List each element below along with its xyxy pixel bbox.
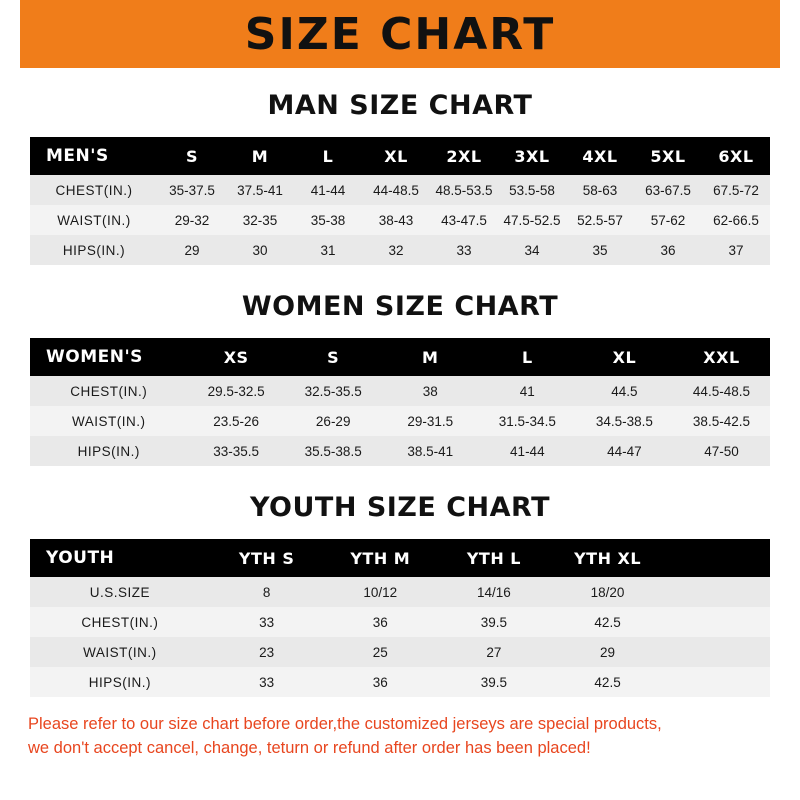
row-label: U.S.SIZE [30, 577, 210, 607]
cell: 38.5-41 [382, 436, 479, 466]
cell: 41-44 [294, 175, 362, 205]
header-cell: S [327, 347, 340, 367]
cell: 25 [323, 637, 437, 667]
cell: 10/12 [323, 577, 437, 607]
header-cell: 5XL [650, 146, 686, 166]
header-cell: M [251, 146, 269, 166]
spacer [0, 466, 800, 492]
section-title-youth: YOUTH SIZE CHART [249, 492, 551, 523]
row-label: CHEST(IN.) [30, 607, 210, 637]
header-cell: 2XL [446, 146, 482, 166]
cell: 26-29 [285, 406, 382, 436]
cell: 23.5-26 [188, 406, 285, 436]
row-label: CHEST(IN.) [30, 175, 158, 205]
cell: 48.5-53.5 [430, 175, 498, 205]
cell: 38-43 [362, 205, 430, 235]
header-cell: XXL [703, 347, 740, 367]
cell: 44-48.5 [362, 175, 430, 205]
cell: 29-32 [158, 205, 226, 235]
table-header-row [30, 137, 770, 175]
cell: 29 [551, 637, 665, 667]
table-row [30, 436, 770, 466]
spacer [0, 697, 800, 713]
cell: 32-35 [226, 205, 294, 235]
cell: 32.5-35.5 [285, 376, 382, 406]
spacer [0, 322, 800, 338]
row-label: WAIST(IN.) [30, 406, 188, 436]
header-cell: YOUTH [46, 548, 115, 568]
row-label: CHEST(IN.) [30, 376, 188, 406]
header-cell: YTH M [350, 548, 411, 568]
page-title: SIZE CHART [244, 8, 556, 60]
cell-spacer [664, 607, 770, 637]
cell: 39.5 [437, 607, 551, 637]
cell-spacer [664, 637, 770, 667]
spacer [0, 121, 800, 137]
cell: 23 [210, 637, 324, 667]
cell: 36 [323, 607, 437, 637]
section-title-women: WOMEN SIZE CHART [241, 291, 559, 322]
cell: 37 [702, 235, 770, 265]
cell: 29 [158, 235, 226, 265]
cell: 35 [566, 235, 634, 265]
cell: 36 [323, 667, 437, 697]
table-row [30, 607, 770, 637]
table-row [30, 235, 770, 265]
cell: 44.5-48.5 [673, 376, 770, 406]
cell: 63-67.5 [634, 175, 702, 205]
cell: 38.5-42.5 [673, 406, 770, 436]
table-row [30, 406, 770, 436]
cell: 36 [634, 235, 702, 265]
header-cell: XL [384, 146, 408, 166]
cell: 57-62 [634, 205, 702, 235]
cell: 33 [430, 235, 498, 265]
header-cell: M [422, 347, 439, 367]
cell: 39.5 [437, 667, 551, 697]
cell: 52.5-57 [566, 205, 634, 235]
header-cell: L [322, 146, 334, 166]
table-row [30, 205, 770, 235]
cell: 32 [362, 235, 430, 265]
header-cell: YTH XL [574, 548, 642, 568]
cell: 31.5-34.5 [479, 406, 576, 436]
row-label: HIPS(IN.) [30, 235, 158, 265]
banner [0, 0, 800, 68]
spacer [0, 265, 800, 291]
cell: 41-44 [479, 436, 576, 466]
cell: 31 [294, 235, 362, 265]
cell: 35-37.5 [158, 175, 226, 205]
men-size-table [30, 137, 770, 265]
cell: 47-50 [673, 436, 770, 466]
cell: 41 [479, 376, 576, 406]
women-table-wrap [0, 338, 800, 466]
row-label: WAIST(IN.) [30, 637, 210, 667]
cell: 34 [498, 235, 566, 265]
cell: 18/20 [551, 577, 665, 607]
header-cell: XL [612, 347, 637, 367]
women-size-table [30, 338, 770, 466]
cell: 35.5-38.5 [285, 436, 382, 466]
table-row [30, 667, 770, 697]
cell: 58-63 [566, 175, 634, 205]
cell-spacer [664, 667, 770, 697]
cell: 8 [210, 577, 324, 607]
header-cell: L [521, 347, 533, 367]
cell: 33 [210, 607, 324, 637]
cell: 44-47 [576, 436, 673, 466]
header-cell: WOMEN'S [46, 347, 143, 367]
row-label: HIPS(IN.) [30, 436, 188, 466]
spacer [0, 523, 800, 539]
cell: 42.5 [551, 667, 665, 697]
cell-spacer [664, 577, 770, 607]
men-table-wrap [0, 137, 800, 265]
table-row [30, 376, 770, 406]
cell: 14/16 [437, 577, 551, 607]
cell: 62-66.5 [702, 205, 770, 235]
header-cell: MEN'S [46, 146, 109, 166]
youth-size-table [30, 539, 770, 697]
cell: 27 [437, 637, 551, 667]
row-label: WAIST(IN.) [30, 205, 158, 235]
table-header-row [30, 539, 770, 577]
header-cell: 3XL [514, 146, 550, 166]
cell: 33-35.5 [188, 436, 285, 466]
cell: 37.5-41 [226, 175, 294, 205]
header-cell: XS [223, 347, 249, 367]
row-label: HIPS(IN.) [30, 667, 210, 697]
cell: 34.5-38.5 [576, 406, 673, 436]
notice-line-2: we don't accept cancel, change, teturn or refund after order has been placed! [28, 738, 591, 757]
notice-text [0, 713, 800, 761]
cell: 35-38 [294, 205, 362, 235]
table-row [30, 577, 770, 607]
cell: 67.5-72 [702, 175, 770, 205]
cell: 38 [382, 376, 479, 406]
header-cell: S [185, 146, 199, 166]
table-row [30, 175, 770, 205]
cell: 29-31.5 [382, 406, 479, 436]
table-header-row [30, 338, 770, 376]
cell: 47.5-52.5 [498, 205, 566, 235]
table-row [30, 637, 770, 667]
header-cell: 4XL [582, 146, 618, 166]
header-cell-spacer [664, 539, 770, 577]
cell: 42.5 [551, 607, 665, 637]
notice-line-1: Please refer to our size chart before order,the customized jerseys are special products, [28, 715, 662, 733]
cell: 30 [226, 235, 294, 265]
cell: 44.5 [576, 376, 673, 406]
cell: 53.5-58 [498, 175, 566, 205]
header-cell: YTH L [466, 548, 521, 568]
cell: 33 [210, 667, 324, 697]
header-cell: 6XL [718, 146, 754, 166]
cell: 29.5-32.5 [188, 376, 285, 406]
youth-table-wrap [0, 539, 800, 697]
header-cell: YTH S [238, 548, 295, 568]
spacer [0, 68, 800, 90]
section-title-men: MAN SIZE CHART [267, 90, 533, 121]
cell: 43-47.5 [430, 205, 498, 235]
